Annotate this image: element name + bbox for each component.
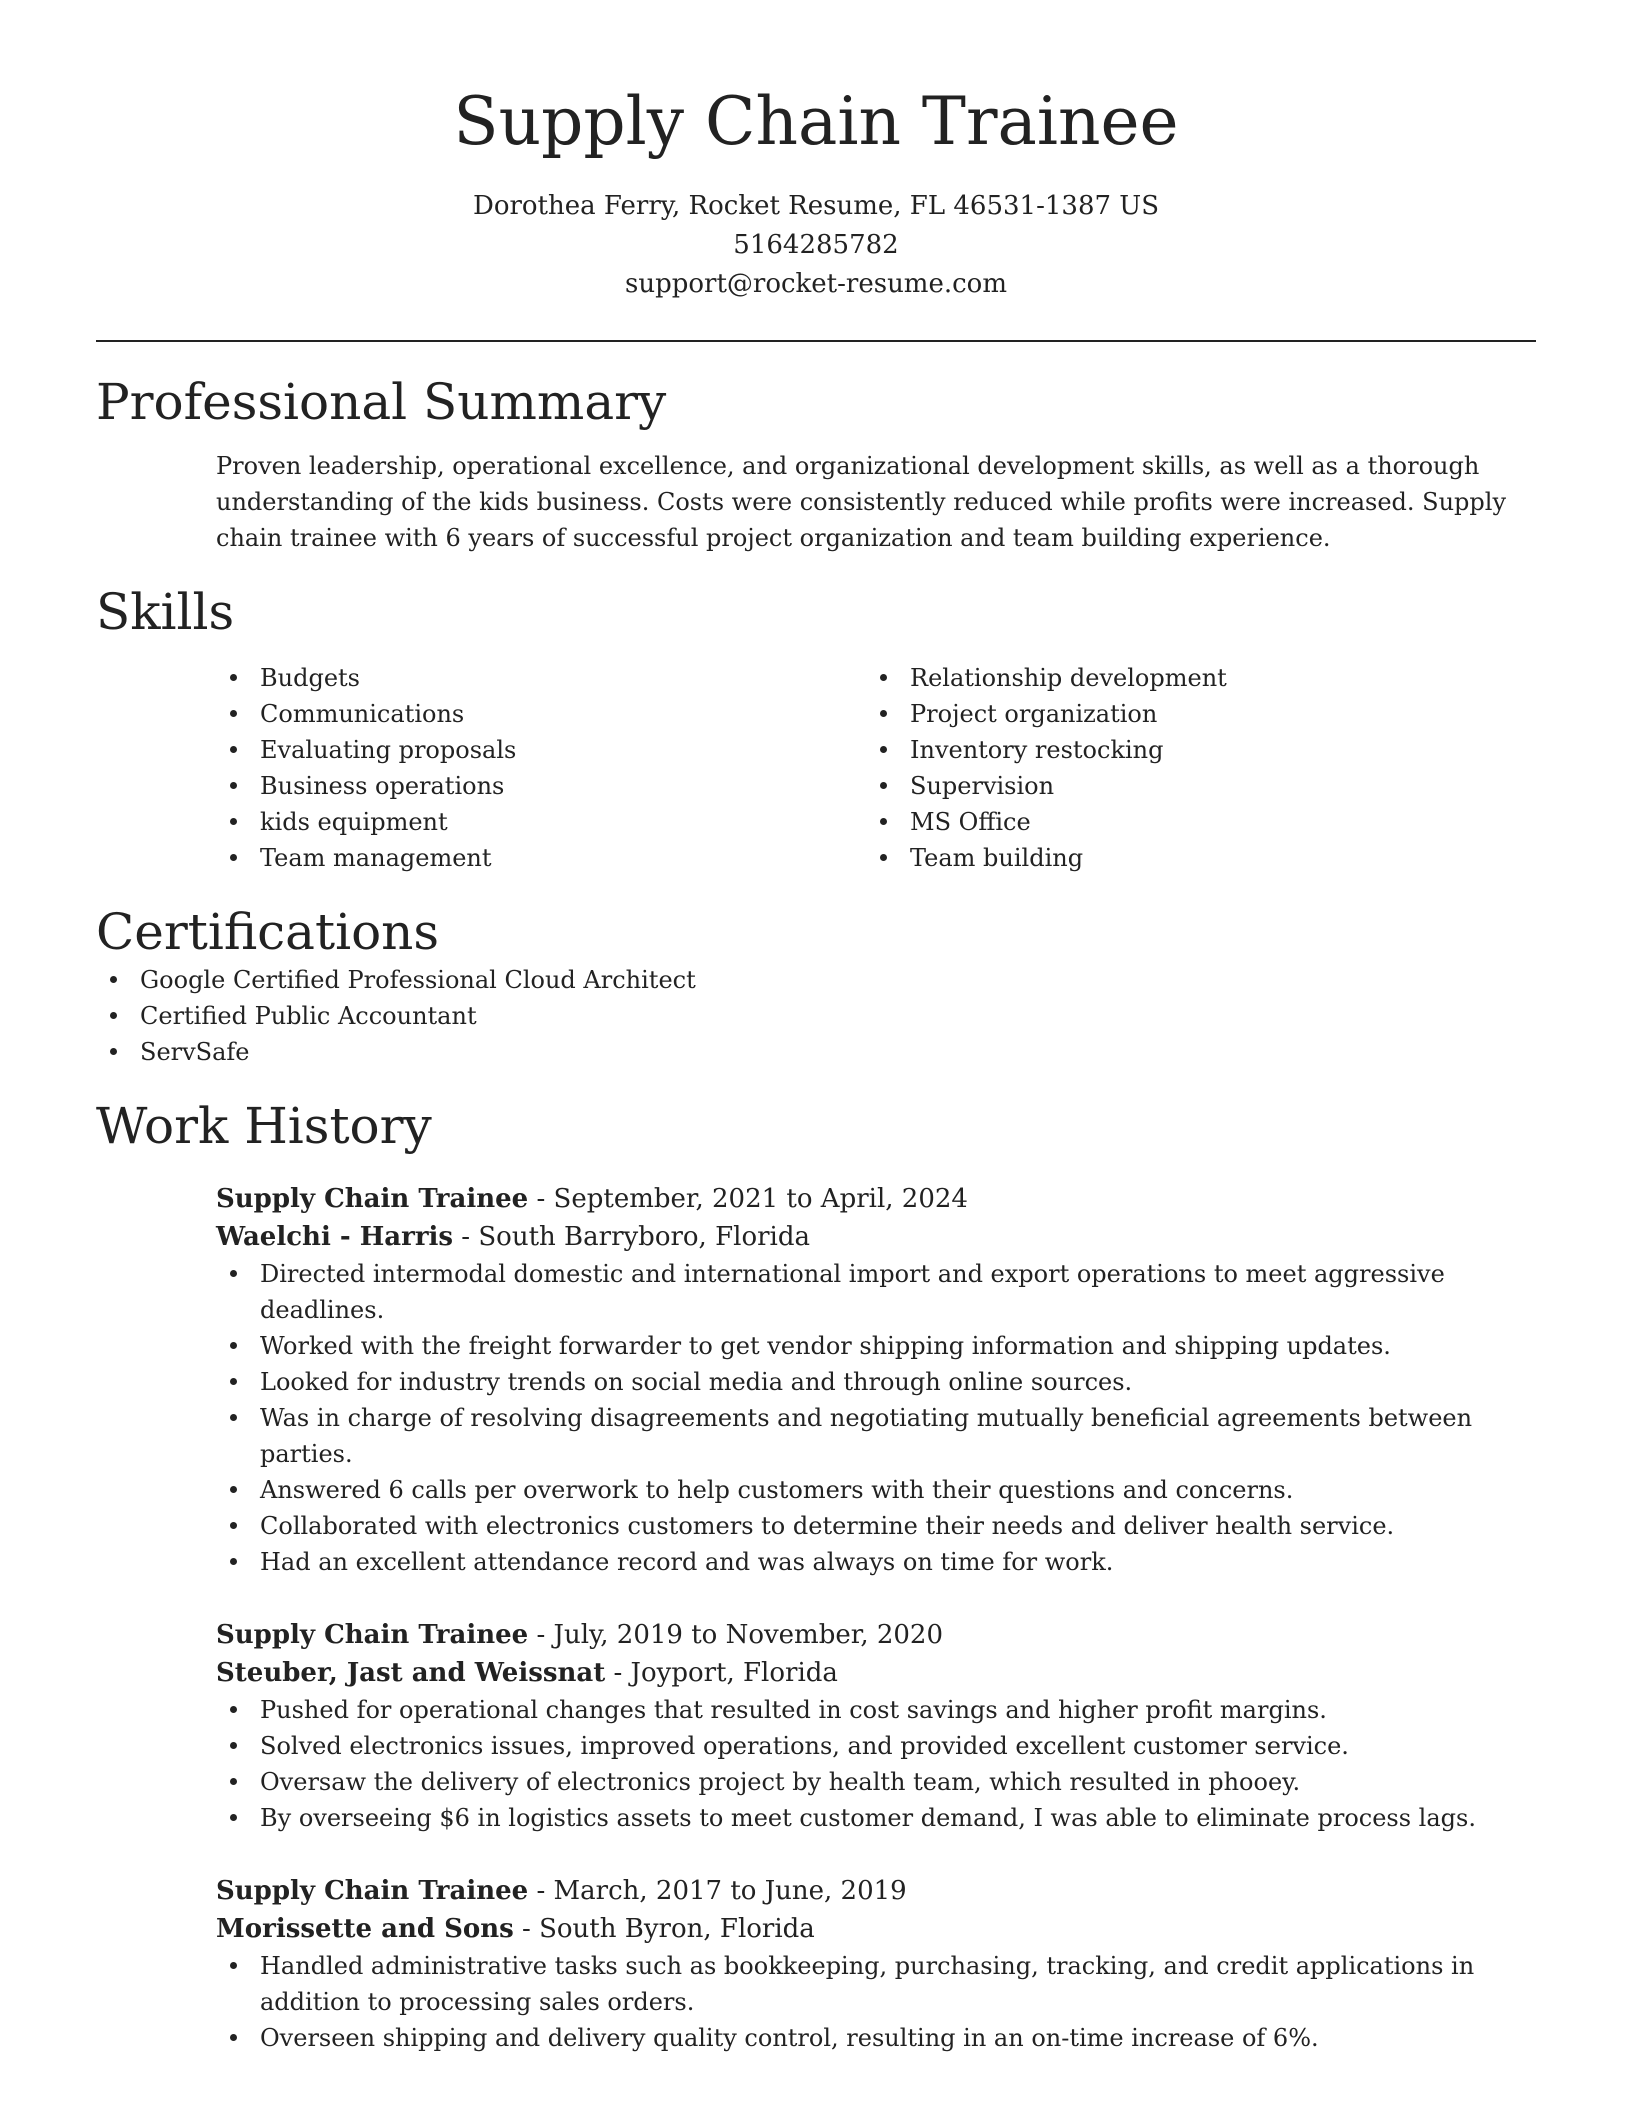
skill-item: Relationship development [866, 660, 1516, 696]
job-company: Morissette and Sons [216, 1913, 514, 1944]
summary-heading: Professional Summary [96, 372, 667, 431]
job-duty-item: Was in charge of resolving disagreements and negotiating mutually beneficial agreements between parties. [216, 1400, 1536, 1472]
contact-email: support@rocket-resume.com [624, 268, 1007, 299]
contact-block [0, 187, 1632, 304]
skill-item: kids equipment [216, 804, 866, 840]
skills-column-left [216, 660, 866, 876]
resume-header [0, 0, 1632, 304]
job-title: Supply Chain Trainee [216, 1619, 529, 1650]
job-duties-list [216, 1256, 1536, 1580]
summary-section [96, 372, 1536, 556]
contact-phone: 5164285782 [733, 229, 899, 260]
job-title: Supply Chain Trainee [216, 1183, 529, 1214]
job-company: Waelchi - Harris [216, 1221, 454, 1252]
job-duty-item: Oversaw the delivery of electronics project by health team, which resulted in phooey. [216, 1764, 1536, 1800]
job-entry-1 [216, 1180, 1536, 1580]
job-dates: - July, 2019 to November, 2020 [528, 1619, 944, 1650]
skills-heading: Skills [96, 582, 235, 641]
job-duty-item: Had an excellent attendance record and was always on time for work. [216, 1544, 1536, 1580]
job-location: - South Byron, Florida [513, 1913, 815, 1944]
skill-item: Project organization [866, 696, 1516, 732]
skill-item: Inventory restocking [866, 732, 1516, 768]
certifications-section [96, 902, 1536, 1070]
certification-item: Google Certified Professional Cloud Architect [96, 962, 1536, 998]
job-duty-item: By overseeing $6 in logistics assets to meet customer demand, I was able to eliminate process lags. [216, 1800, 1536, 1836]
job-company-line [216, 1654, 1536, 1692]
skill-item: Supervision [866, 768, 1516, 804]
skills-section [96, 582, 1536, 876]
skills-column-right [866, 660, 1516, 876]
job-title-line [216, 1616, 1536, 1654]
job-duty-item: Overseen shipping and delivery quality control, resulting in an on-time increase of 6%. [216, 2020, 1536, 2056]
job-dates: - March, 2017 to June, 2019 [528, 1875, 907, 1906]
contact-address: Dorothea Ferry, Rocket Resume, FL 46531-1387 US [472, 190, 1160, 221]
job-duties-list [216, 1692, 1536, 1836]
job-duty-item: Worked with the freight forwarder to get vendor shipping information and shipping updates. [216, 1328, 1536, 1364]
certification-item: Certified Public Accountant [96, 998, 1536, 1034]
skills-list-right [866, 660, 1516, 876]
job-title-line [216, 1180, 1536, 1218]
job-company: Steuber, Jast and Weissnat [216, 1657, 606, 1688]
skill-item: MS Office [866, 804, 1516, 840]
skills-columns [216, 660, 1536, 876]
header-divider [96, 340, 1536, 342]
job-duty-item: Solved electronics issues, improved operations, and provided excellent customer service. [216, 1728, 1536, 1764]
job-title: Supply Chain Trainee [216, 1875, 529, 1906]
resume-title: Supply Chain Trainee [453, 83, 1179, 160]
skill-item: Team building [866, 840, 1516, 876]
skill-item: Evaluating proposals [216, 732, 866, 768]
job-duty-item: Collaborated with electronics customers to determine their needs and deliver health service. [216, 1508, 1536, 1544]
job-company-line [216, 1218, 1536, 1256]
skill-item: Business operations [216, 768, 866, 804]
job-title-line [216, 1872, 1536, 1910]
job-duty-item: Answered 6 calls per overwork to help customers with their questions and concerns. [216, 1472, 1536, 1508]
work-history-heading: Work History [96, 1096, 432, 1155]
job-duty-item: Looked for industry trends on social media and through online sources. [216, 1364, 1536, 1400]
certifications-list [96, 962, 1536, 1070]
job-location: - South Barryboro, Florida [453, 1221, 810, 1252]
job-entry-3 [216, 1872, 1536, 2056]
skill-item: Communications [216, 696, 866, 732]
certifications-heading: Certifications [96, 902, 440, 961]
skill-item: Team management [216, 840, 866, 876]
summary-text: Proven leadership, operational excellence, and organizational development skills, as well as a thorough understanding of the kids business. Costs were consistently reduced while profits were increased. Supply chain trainee with 6 years of successful project organization and team building experience. [216, 451, 1506, 552]
job-duty-item: Handled administrative tasks such as bookkeeping, purchasing, tracking, and credit applications in addition to processing sales orders. [216, 1948, 1536, 2020]
skill-item: Budgets [216, 660, 866, 696]
job-dates: - September, 2021 to April, 2024 [528, 1183, 968, 1214]
job-duty-item: Directed intermodal domestic and international import and export operations to meet aggressive deadlines. [216, 1256, 1536, 1328]
job-company-line [216, 1910, 1536, 1948]
skills-list-left [216, 660, 866, 876]
job-location: - Joyport, Florida [605, 1657, 838, 1688]
job-entry-2 [216, 1616, 1536, 1836]
certification-item: ServSafe [96, 1034, 1536, 1070]
work-history-section [96, 1096, 1536, 2056]
job-duty-item: Pushed for operational changes that resulted in cost savings and higher profit margins. [216, 1692, 1536, 1728]
job-duties-list [216, 1948, 1536, 2056]
